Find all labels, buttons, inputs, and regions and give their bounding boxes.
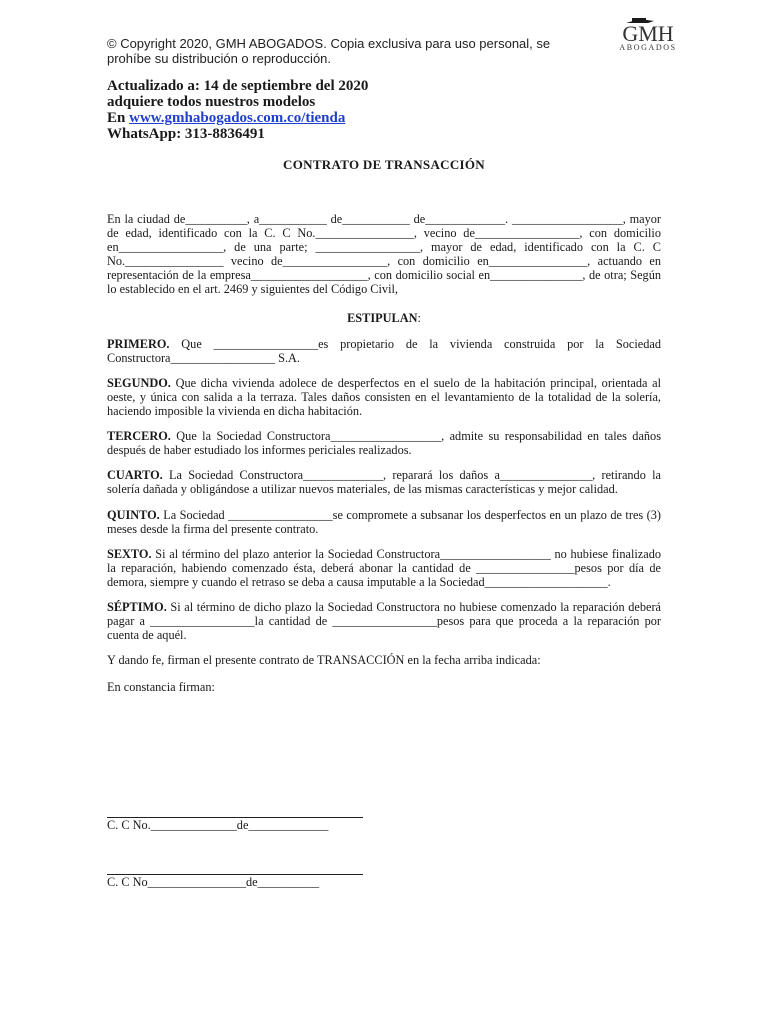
- info-block: [107, 78, 368, 142]
- signature-block-1: [107, 817, 363, 832]
- logo-mark-icon: [612, 14, 684, 44]
- clause-text: Si al término de dicho plazo la Sociedad Constructora no hubiese comenzado la reparación deberá pagar a _________________la cantidad de _________________pesos para que proceda a la reparación por cuenta de aquél.: [107, 599, 661, 643]
- clause-label: CUARTO.: [107, 468, 163, 483]
- document-title: CONTRATO DE TRANSACCIÓN: [283, 157, 485, 172]
- signature-id: C. C No________________de__________: [107, 875, 320, 889]
- gmh-logo: [612, 12, 684, 54]
- clause-paragraph: [107, 429, 661, 457]
- acquire-text: adquiere todos nuestros modelos: [107, 94, 316, 110]
- logo-text: GMH: [622, 21, 674, 44]
- clause-label: SÉPTIMO.: [107, 599, 167, 614]
- signature-id: C. C No.______________de_____________: [107, 818, 329, 832]
- updated-date: Actualizado a: 14 de septiembre del 2020: [107, 78, 369, 94]
- clause-paragraph: [107, 547, 661, 589]
- store-label: En: [107, 110, 126, 126]
- stipulate-heading: [107, 311, 661, 325]
- closing-paragraph: Y dando fe, firman el presente contrato de TRANSACCIÓN en la fecha arriba indicada:: [107, 653, 541, 668]
- intro-paragraph: En la ciudad de__________, a___________ de___________ de_____________. __________________, mayor de edad, identificado con la C. C No.________________, vecino de_________________, con domicilio en_________________, de una parte; _________________, mayor de edad, identificado con la C. C No.________________ vecino de_________________, con domicilio en________________, actuando en representación de la empresa___________________, con domicilio social en_______________, de otra; Según lo establecido en el art. 2469 y siguientes del Código Civil,: [107, 212, 661, 297]
- clause-label: QUINTO.: [107, 507, 160, 522]
- clause-text: Que _________________es propietario de la vivienda construida por la Sociedad Constructora_________________ S.A.: [107, 336, 661, 365]
- constancia-paragraph: En constancia firman:: [107, 680, 215, 695]
- clause-paragraph: [107, 468, 661, 496]
- clause-paragraph: [107, 600, 661, 642]
- store-line: [107, 110, 368, 126]
- clause-paragraph: [107, 337, 661, 365]
- document-body: [107, 212, 661, 694]
- stipulate-label: ESTIPULAN: [347, 310, 418, 325]
- store-link[interactable]: www.gmhabogados.com.co/tienda: [129, 110, 346, 126]
- copyright-notice: © Copyright 2020, GMH ABOGADOS. Copia exclusiva para uso personal, se prohíbe su distribución o reproducción.: [107, 36, 551, 66]
- clause-label: SEXTO.: [107, 546, 152, 561]
- signature-block-2: [107, 874, 363, 889]
- clause-text: Que la Sociedad Constructora__________________, admite su responsabilidad en tales daños después de haber estudiado los informes periciales realizados.: [107, 429, 661, 458]
- clause-label: PRIMERO.: [107, 336, 170, 351]
- clause-label: SEGUNDO.: [107, 375, 171, 390]
- clause-label: TERCERO.: [107, 429, 171, 444]
- clause-paragraph: [107, 376, 661, 418]
- stipulate-colon: :: [417, 310, 421, 325]
- clause-text: Que dicha vivienda adolece de desperfectos en el suelo de la habitación principal, orientada al oeste, y única con salida a la terraza. Tales daños consisten en el levantamiento de la totalidad de la solería, haciendo imposible la vivienda en dicha habitación.: [107, 375, 661, 419]
- clause-text: La Sociedad Constructora_____________, reparará los daños a_______________, retirando la solería dañada y obligándose a utilizar nuevos materiales, de las mismas características y mejor calidad.: [107, 468, 661, 497]
- logo-subtext: ABOGADOS: [619, 43, 677, 52]
- clause-paragraph: [107, 508, 661, 536]
- whatsapp: WhatsApp: 313-8836491: [107, 126, 265, 142]
- clause-text: Si al término del plazo anterior la Sociedad Constructora__________________ no hubiese finalizado la reparación, habiendo comenzado ésta, deberá abonar la cantidad de ________________pesos por día de demora, siempre y cuando el retraso se deba a causa imputable a la Sociedad____________________.: [107, 546, 661, 589]
- clause-text: La Sociedad _________________se compromete a subsanar los desperfectos en un plazo de tres (3) meses desde la firma del presente contrato.: [107, 507, 661, 536]
